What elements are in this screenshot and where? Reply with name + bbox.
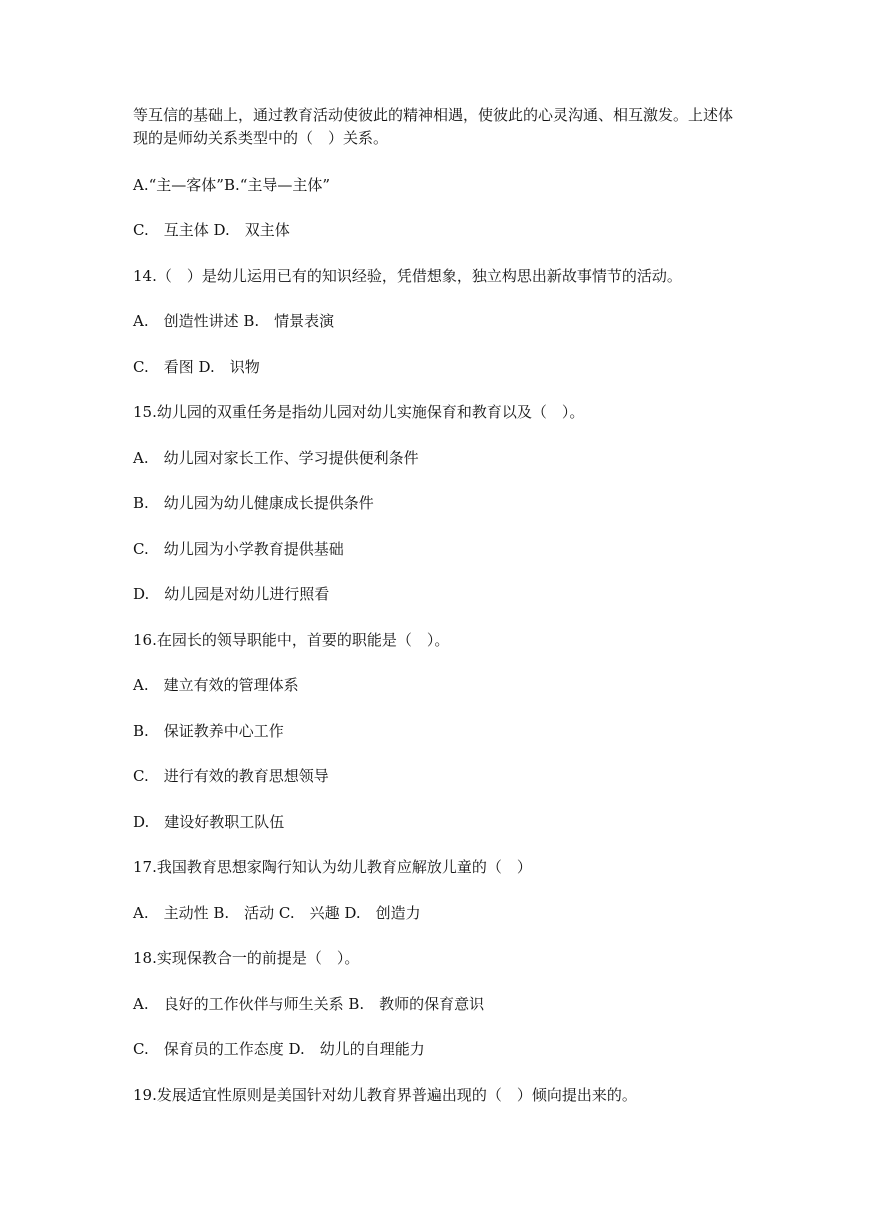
paragraph-line: 现的是师幼关系类型中的（ ）关系。 (133, 129, 389, 147)
answer-option-c: C. 幼儿园为小学教育提供基础 (133, 540, 344, 558)
paragraph-line: 等互信的基础上，通过教育活动使彼此的精神相遇，使彼此的心灵沟通、相互激发。上述体 (133, 106, 734, 124)
question-19: 19.发展适宜性原则是美国针对幼儿教育界普遍出现的（ ）倾向提出来的。 (133, 1086, 637, 1104)
answer-options-a-b: A. 良好的工作伙伴与师生关系 B. 教师的保育意识 (133, 995, 485, 1013)
answer-options-a-d: A. 主动性 B. 活动 C. 兴趣 D. 创造力 (133, 904, 421, 922)
question-16: 16.在园长的领导职能中，首要的职能是（ ）。 (133, 631, 450, 649)
answer-option-c: C. 进行有效的教育思想领导 (133, 767, 329, 785)
answer-option-d: D. 幼儿园是对幼儿进行照看 (133, 585, 330, 603)
answer-option-a: A. 幼儿园对家长工作、学习提供便利条件 (133, 449, 419, 467)
answer-option-b: B. 保证教养中心工作 (133, 722, 284, 740)
answer-option-d: D. 建设好教职工队伍 (133, 813, 285, 831)
answer-options-c-d: C. 互主体 D. 双主体 (133, 221, 290, 239)
question-14: 14.（ ）是幼儿运用已有的知识经验，凭借想象，独立构思出新故事情节的活动。 (133, 267, 682, 285)
question-15: 15.幼儿园的双重任务是指幼儿园对幼儿实施保育和教育以及（ ）。 (133, 403, 585, 421)
answer-options-c-d: C. 看图 D. 识物 (133, 358, 260, 376)
answer-options-a-b: A.“主—客体”B.“主导—主体” (133, 176, 331, 194)
answer-option-a: A. 建立有效的管理体系 (133, 676, 299, 694)
answer-option-b: B. 幼儿园为幼儿健康成长提供条件 (133, 494, 374, 512)
answer-options-a-b: A. 创造性讲述 B. 情景表演 (133, 312, 335, 330)
answer-options-c-d: C. 保育员的工作态度 D. 幼儿的自理能力 (133, 1040, 425, 1058)
question-18: 18.实现保教合一的前提是（ ）。 (133, 949, 360, 967)
question-17: 17.我国教育思想家陶行知认为幼儿教育应解放儿童的（ ） (133, 858, 532, 876)
